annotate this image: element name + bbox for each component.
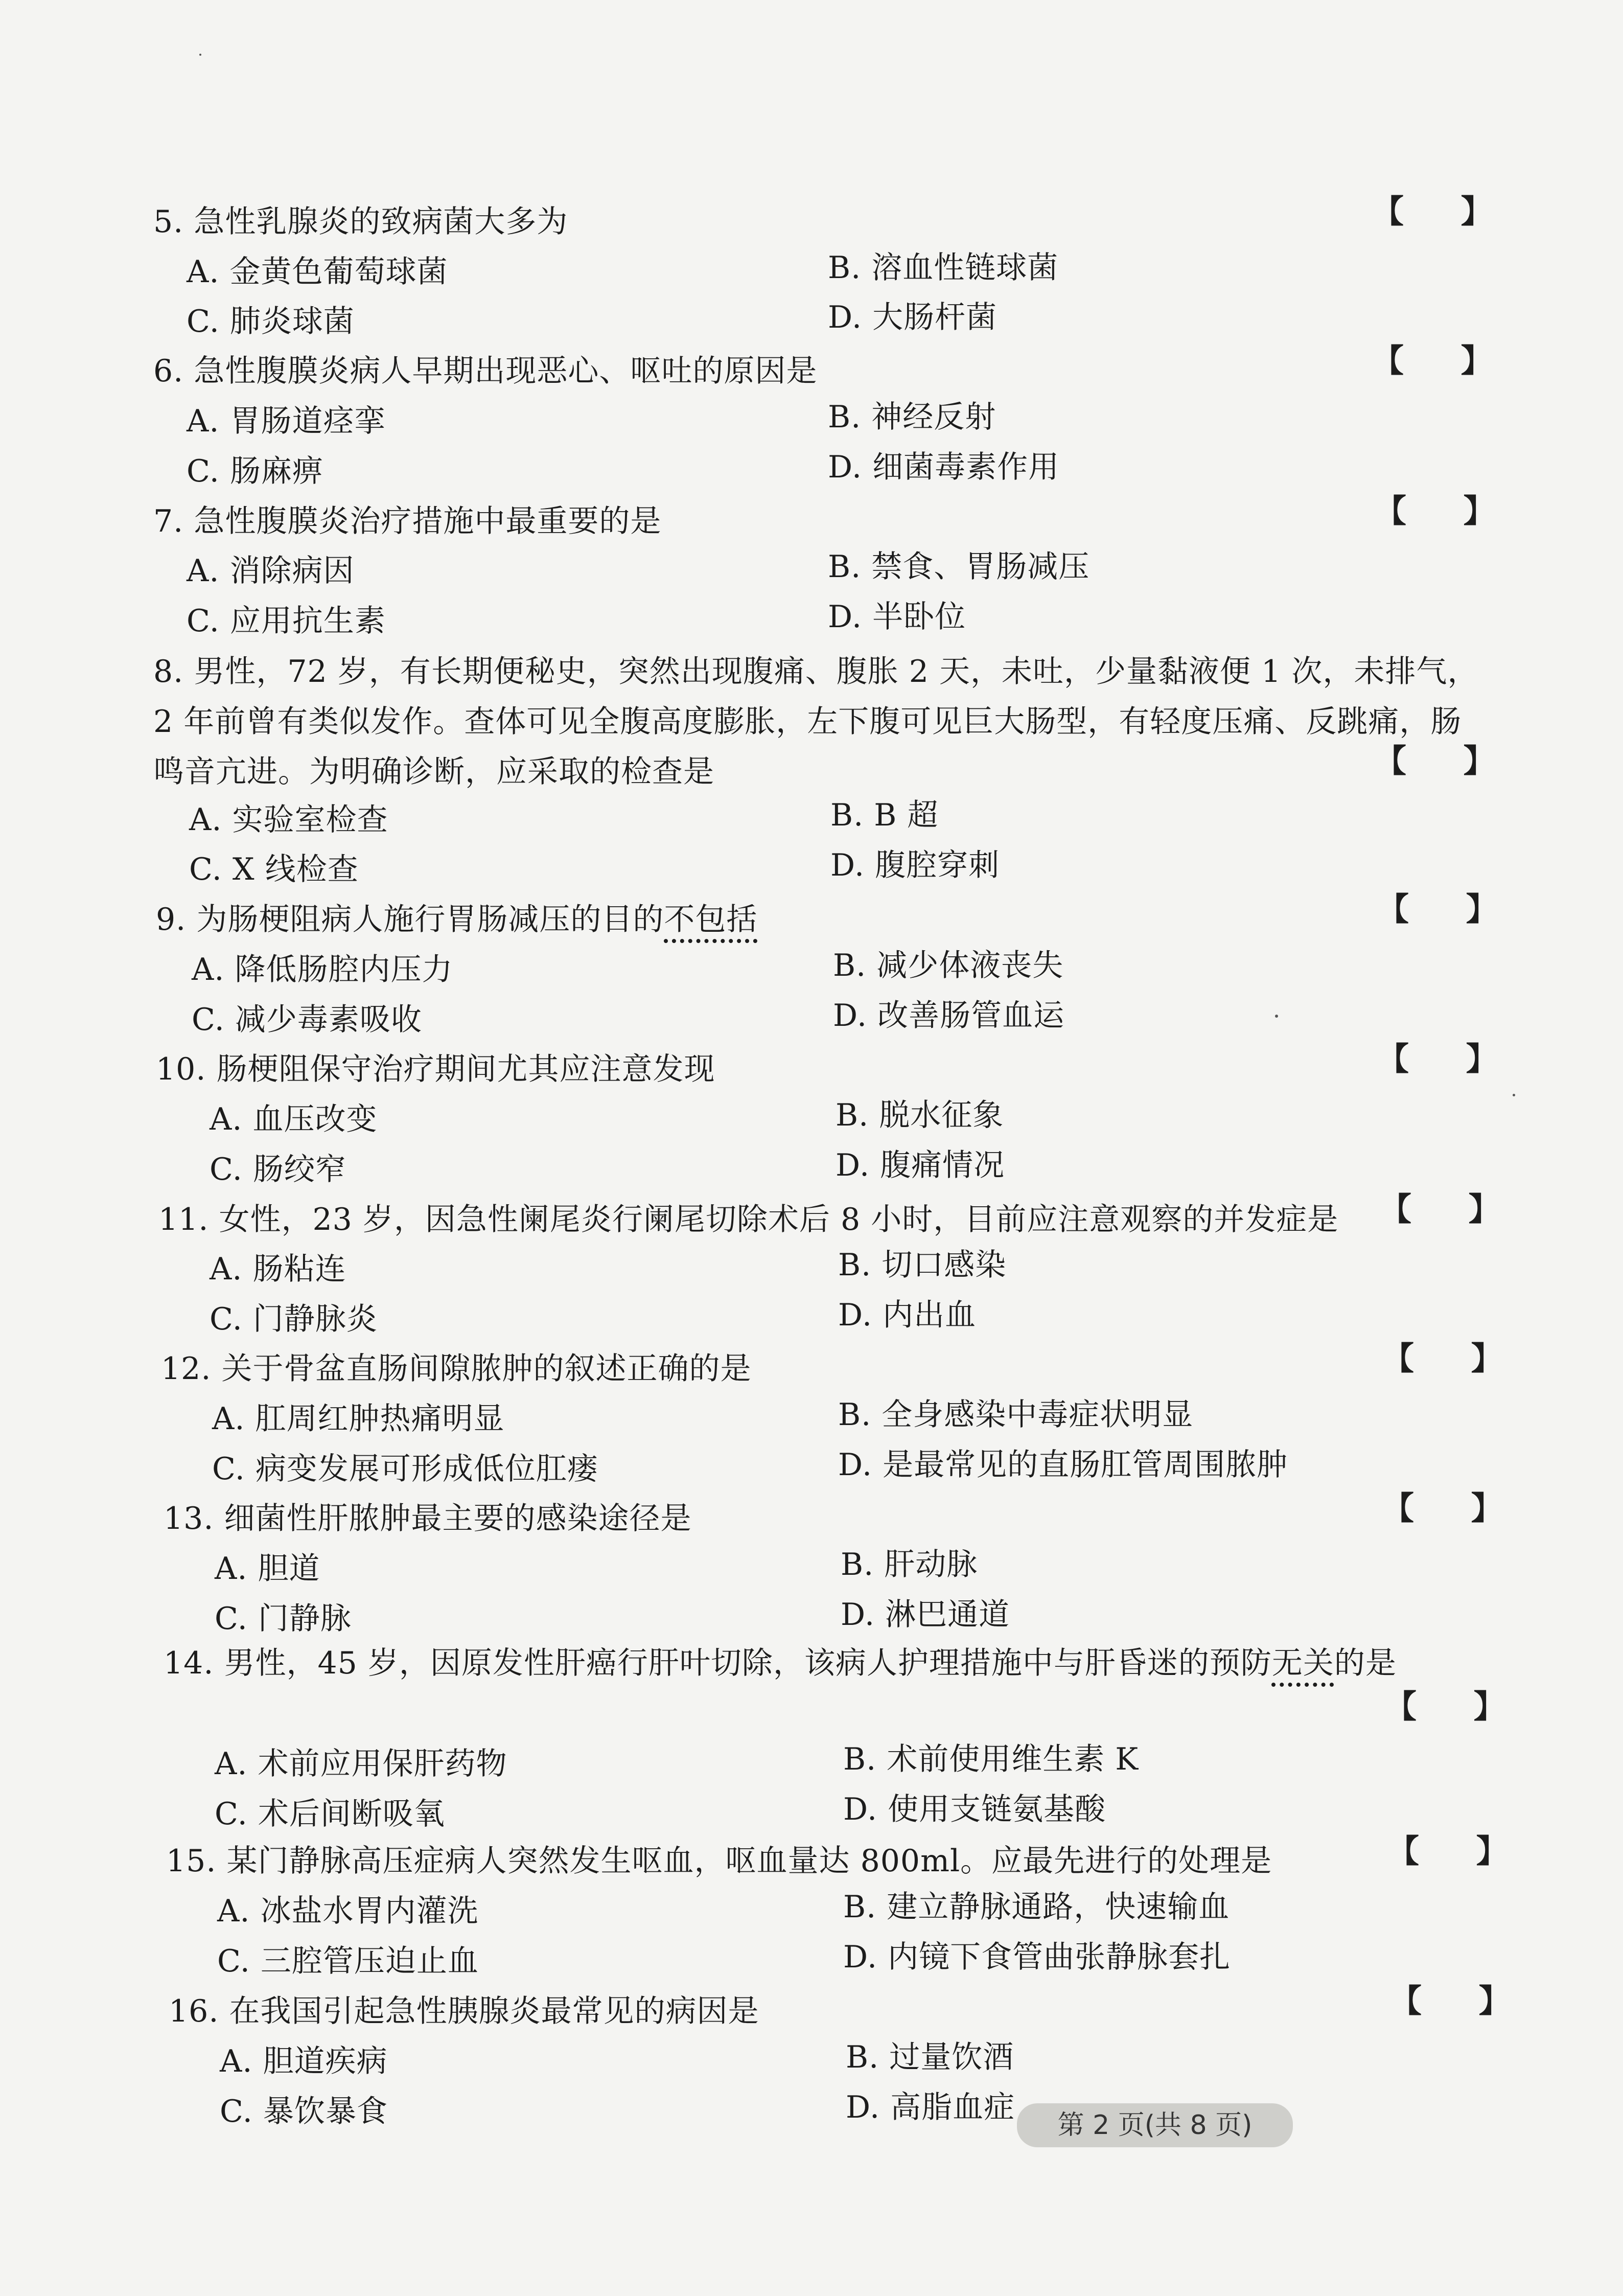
option-b: B. 建立静脉通路，快速输血 — [843, 1889, 1230, 1925]
option-b: B. 溶血性链球菌 — [828, 250, 1059, 286]
option-d: D. 细菌毒素作用 — [828, 449, 1060, 485]
option-a: A. 胆道 — [215, 1551, 320, 1587]
answer-bracket[interactable]: 【 】 — [1375, 742, 1495, 779]
option-a: A. 冰盐水胃内灌洗 — [217, 1893, 479, 1929]
answer-bracket[interactable]: 【 】 — [1375, 492, 1495, 530]
option-d: D. 内镜下食管曲张静脉套扎 — [843, 1939, 1231, 1975]
stem-text: 的是 — [1334, 1645, 1397, 1681]
question-stem: 12. 关于骨盆直肠间隙脓肿的叙述正确的是 — [161, 1351, 752, 1387]
option-b: B. 术前使用维生素 K — [843, 1741, 1139, 1777]
question-stem — [164, 1638, 1397, 1688]
option-c: C. 术后间断吸氧 — [215, 1796, 445, 1832]
option-b: B. 切口感染 — [838, 1247, 1007, 1283]
option-b: B. 神经反射 — [828, 399, 996, 435]
option-b: B. B 超 — [830, 797, 939, 833]
scan-speck — [199, 54, 201, 56]
option-c: C. 病变发展可形成低位肛瘘 — [212, 1451, 598, 1487]
option-d: D. 内出血 — [838, 1297, 977, 1333]
question-stem: 6. 急性腹膜炎病人早期出现恶心、呕吐的原因是 — [153, 353, 818, 389]
answer-bracket[interactable]: 【 】 — [1380, 1190, 1500, 1228]
question-stem: 7. 急性腹膜炎治疗措施中最重要的是 — [153, 503, 662, 539]
option-d: D. 是最常见的直肠肛管周围脓肿 — [838, 1447, 1288, 1483]
question-stem: 15. 某门静脉高压症病人突然发生呕血，呕血量达 800ml。应最先进行的处理是 — [166, 1843, 1272, 1879]
option-a: A. 降低肠腔内压力 — [192, 952, 453, 988]
answer-bracket[interactable]: 【 】 — [1382, 1489, 1503, 1527]
option-b: B. 脱水征象 — [836, 1097, 1004, 1133]
answer-bracket[interactable]: 【 】 — [1372, 342, 1493, 379]
scan-speck — [1513, 1094, 1515, 1096]
option-b: B. 禁食、胃肠减压 — [828, 549, 1090, 585]
answer-bracket[interactable]: 【 】 — [1390, 1982, 1511, 2019]
question-stem: 5. 急性乳腺炎的致病菌大多为 — [153, 204, 568, 240]
option-c: C. 三腔管压迫止血 — [217, 1943, 479, 1979]
option-d: D. 腹腔穿刺 — [830, 847, 1000, 883]
answer-bracket[interactable]: 【 】 — [1385, 1688, 1505, 1725]
option-c: C. 减少毒素吸收 — [192, 1002, 422, 1038]
question-stem: 10. 肠梗阻保守治疗期间尤其应注意发现 — [156, 1051, 715, 1087]
answer-bracket[interactable]: 【 】 — [1382, 1340, 1503, 1377]
option-d: D. 淋巴通道 — [841, 1597, 1010, 1633]
emphasized-text: 不包括 — [664, 902, 758, 937]
option-c: C. 肠绞窄 — [210, 1152, 346, 1187]
option-d: D. 高脂血症 — [846, 2090, 1015, 2125]
option-a: A. 金黄色葡萄球菌 — [187, 254, 448, 290]
emphasized-text: 无关 — [1271, 1645, 1334, 1681]
question-stem: 11. 女性，23 岁，因急性阑尾炎行阑尾切除术后 8 小时，目前应注意观察的并发症是 — [158, 1202, 1339, 1237]
option-a: A. 胃肠道痉挛 — [187, 403, 386, 439]
option-c: C. 肠麻痹 — [187, 453, 323, 489]
question-stem: 8. 男性，72 岁，有长期便秘史，突然出现腹痛、腹胀 2 天，未吐，少量黏液便 1 次，未排气，2 年前曾有类似发作。查体可见全腹高度膨胀，左下腹可见巨大肠型，有轻度压痛、反跳痛，肠鸣音亢进。为明确诊断，应采取的检查是 — [153, 654, 1479, 790]
option-c: C. 门静脉 — [215, 1601, 352, 1637]
option-c: C. 应用抗生素 — [187, 603, 386, 639]
question-stem: 16. 在我国引起急性胰腺炎最常见的病因是 — [169, 1993, 759, 2029]
option-b: B. 全身感染中毒症状明显 — [838, 1397, 1194, 1433]
option-c: C. 暴饮暴食 — [220, 2094, 388, 2129]
option-a: A. 实验室检查 — [189, 802, 388, 838]
option-a: A. 肛周红肿热痛明显 — [212, 1401, 505, 1437]
stem-text: 14. 男性，45 岁，因原发性肝癌行肝叶切除，该病人护理措施中与肝昏迷的预防 — [164, 1645, 1272, 1681]
option-b: B. 过量饮酒 — [846, 2039, 1014, 2075]
answer-bracket[interactable]: 【 】 — [1387, 1832, 1508, 1870]
option-a: A. 肠粘连 — [210, 1251, 346, 1287]
option-c: C. 门静脉炎 — [210, 1301, 378, 1337]
option-d: D. 腹痛情况 — [836, 1147, 1005, 1183]
option-a: A. 血压改变 — [210, 1101, 378, 1137]
question-stem — [156, 894, 757, 945]
answer-bracket[interactable]: 【 】 — [1377, 890, 1498, 928]
option-c: C. 肺炎球菌 — [187, 304, 355, 339]
option-c: C. X 线检查 — [189, 852, 359, 887]
scan-speck — [1275, 1015, 1278, 1018]
option-a: A. 术前应用保肝药物 — [215, 1746, 507, 1782]
option-d: D. 半卧位 — [828, 599, 966, 635]
stem-text: 9. 为肠梗阻病人施行胃肠减压的目的 — [156, 902, 664, 937]
answer-bracket[interactable]: 【 】 — [1372, 193, 1493, 230]
question-stem: 13. 细菌性肝脓肿最主要的感染途径是 — [164, 1501, 692, 1536]
option-b: B. 减少体液丧失 — [833, 948, 1064, 983]
option-d: D. 大肠杆菌 — [828, 300, 998, 335]
option-b: B. 肝动脉 — [841, 1547, 978, 1582]
option-a: A. 消除病因 — [187, 553, 355, 589]
option-d: D. 改善肠管血运 — [833, 998, 1065, 1034]
option-a: A. 胆道疾病 — [220, 2044, 388, 2079]
page-number: 第 2 页(共 8 页) — [1017, 2103, 1293, 2147]
answer-bracket[interactable]: 【 】 — [1377, 1040, 1498, 1077]
option-d: D. 使用支链氨基酸 — [843, 1792, 1106, 1827]
